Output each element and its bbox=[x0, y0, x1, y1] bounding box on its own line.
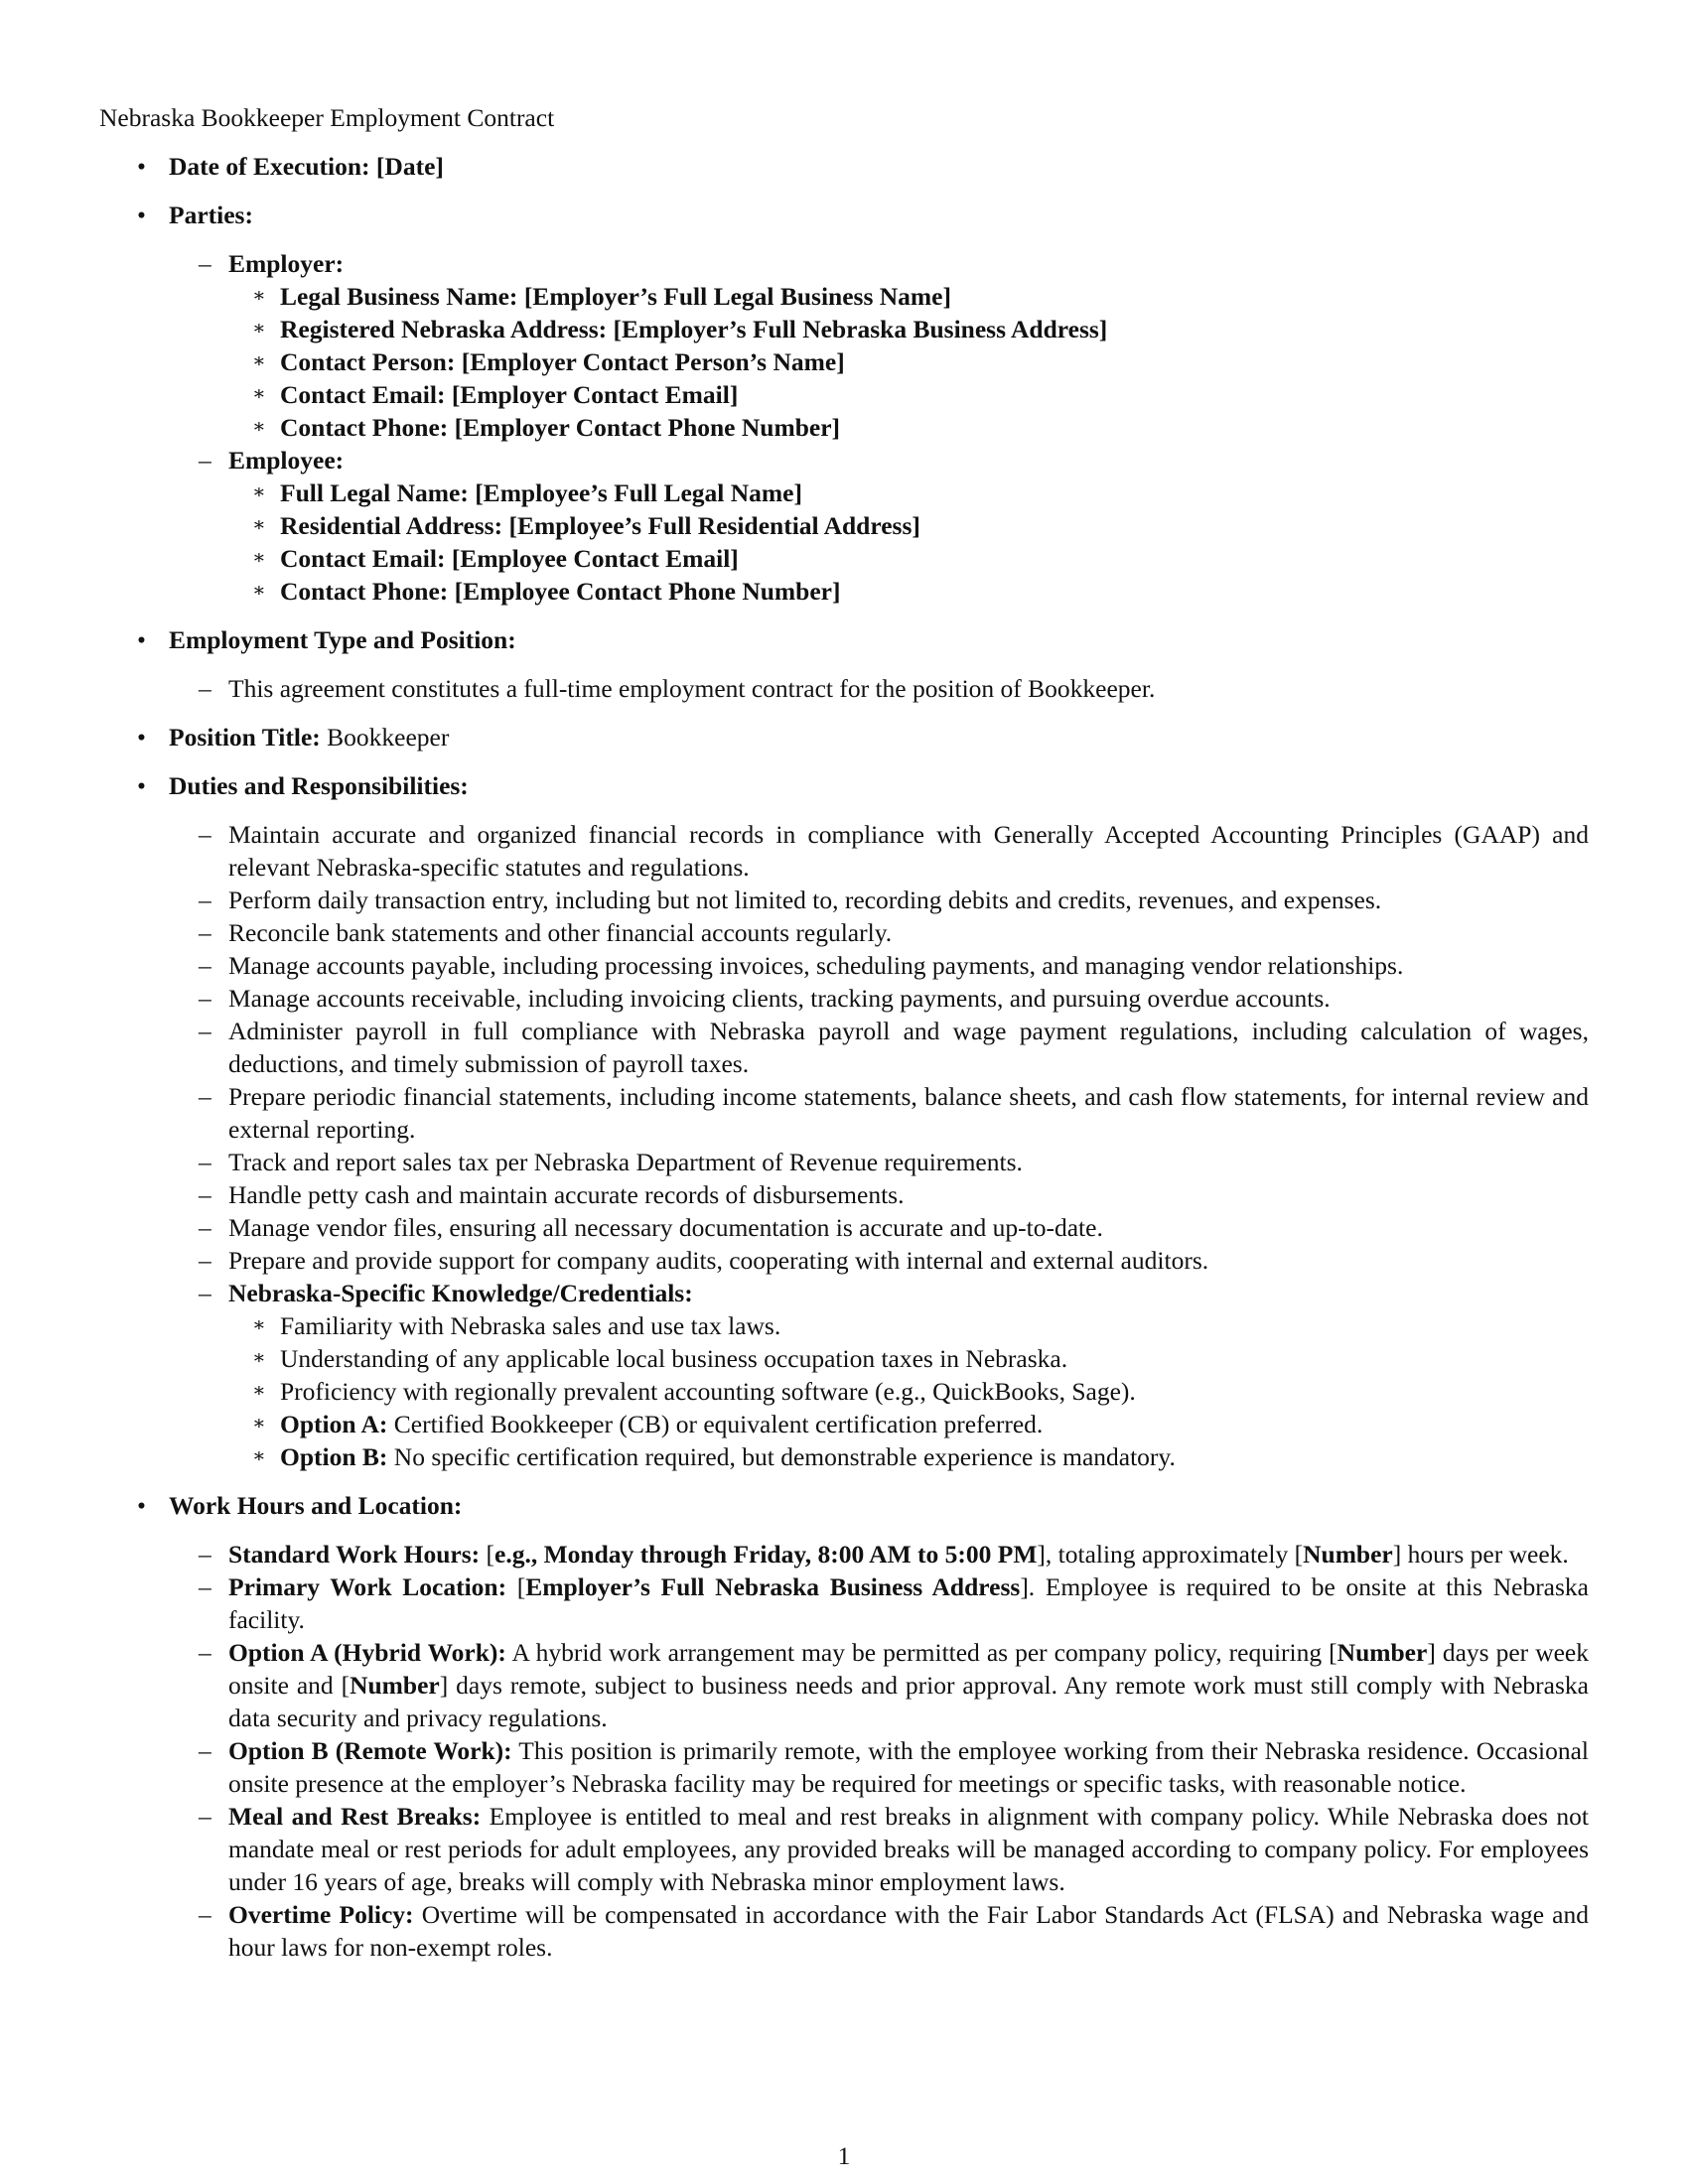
overtime-text: Overtime will be compensated in accordance with the Fair Labor Standards Act (FLSA) and Nebraska wage and hour laws for non-exempt roles. bbox=[228, 1900, 1589, 1962]
dash-marker: – bbox=[199, 1148, 211, 1176]
field-label: Residential Address: bbox=[280, 511, 503, 540]
parties-list bbox=[169, 247, 1589, 608]
option-b-label: Option B: bbox=[280, 1442, 388, 1471]
field-value: [Employee’s Full Residential Address] bbox=[508, 511, 920, 540]
option-a-text: Certified Bookkeeper (CB) or equivalent certification preferred. bbox=[393, 1410, 1044, 1438]
knowledge-list bbox=[228, 1309, 1589, 1473]
position-title-value: Bookkeeper bbox=[327, 723, 450, 751]
dash-marker: – bbox=[199, 951, 211, 980]
employee-field bbox=[99, 477, 1589, 509]
star-marker: ∗ bbox=[252, 350, 266, 372]
knowledge-label: Nebraska-Specific Knowledge/Credentials: bbox=[228, 1279, 693, 1307]
star-marker: ∗ bbox=[252, 1347, 266, 1369]
dash-marker: – bbox=[199, 820, 211, 849]
knowledge-text: Familiarity with Nebraska sales and use tax laws. bbox=[280, 1311, 781, 1340]
dash-marker: – bbox=[199, 674, 211, 703]
date-of-execution-item bbox=[99, 150, 1589, 183]
field-label: Legal Business Name: bbox=[280, 282, 518, 311]
employment-type-item bbox=[99, 623, 1589, 705]
remote-work-label: Option B (Remote Work): bbox=[228, 1736, 512, 1765]
field-label: Contact Person: bbox=[280, 347, 456, 376]
duty-item bbox=[99, 818, 1589, 884]
primary-location-open: [ bbox=[516, 1572, 526, 1601]
employment-type-text bbox=[99, 672, 1589, 705]
work-hours-item bbox=[99, 1489, 1589, 1964]
standard-hours-tail: ] hours per week. bbox=[1392, 1540, 1569, 1569]
credential-option-a bbox=[99, 1408, 1589, 1440]
knowledge-entry bbox=[99, 1309, 1589, 1342]
bullet-marker: • bbox=[137, 201, 146, 229]
star-marker: ∗ bbox=[252, 416, 266, 438]
primary-location-value: Employer’s Full Nebraska Business Address bbox=[525, 1572, 1021, 1601]
dash-marker: – bbox=[199, 984, 211, 1013]
duty-text: Track and report sales tax per Nebraska Department of Revenue requirements. bbox=[228, 1148, 1023, 1176]
dash-marker: – bbox=[199, 1572, 211, 1601]
overtime-item bbox=[99, 1898, 1589, 1964]
option-b-text: No specific certification required, but demonstrable experience is mandatory. bbox=[393, 1442, 1176, 1471]
star-marker: ∗ bbox=[252, 547, 266, 569]
hybrid-work-label: Option A (Hybrid Work): bbox=[228, 1638, 506, 1667]
hybrid-work-text-2: ] days per week onsite and [ bbox=[228, 1638, 1589, 1700]
employer-field bbox=[99, 345, 1589, 378]
field-value: [Employee’s Full Legal Name] bbox=[475, 478, 802, 507]
remote-work-item bbox=[99, 1734, 1589, 1800]
duty-item bbox=[99, 916, 1589, 949]
employee-item bbox=[99, 444, 1589, 608]
field-value: [Employer Contact Person’s Name] bbox=[461, 347, 845, 376]
field-label: Contact Email: bbox=[280, 380, 446, 409]
standard-hours-number: Number bbox=[1303, 1540, 1393, 1569]
duty-text: Reconcile bank statements and other financial accounts regularly. bbox=[228, 918, 893, 947]
employer-label: Employer: bbox=[228, 249, 345, 278]
duties-list bbox=[169, 818, 1589, 1473]
remote-work-text: This position is primarily remote, with the employee working from their Nebraska residence. Occasional onsite presence at the employer’s Nebraska facility may be required for meetings or specific tasks, with reasonable notice. bbox=[228, 1736, 1589, 1798]
employer-field bbox=[99, 313, 1589, 345]
duty-text: Perform daily transaction entry, including but not limited to, recording debits and credits, revenues, and expenses. bbox=[228, 886, 1382, 914]
employee-field bbox=[99, 509, 1589, 542]
duty-text: Handle petty cash and maintain accurate records of disbursements. bbox=[228, 1180, 905, 1209]
dash-marker: – bbox=[199, 1017, 211, 1045]
duties-item bbox=[99, 769, 1589, 1473]
bullet-marker: • bbox=[137, 152, 146, 181]
star-marker: ∗ bbox=[252, 1314, 266, 1336]
bullet-marker: • bbox=[137, 771, 146, 800]
credential-option-b bbox=[99, 1440, 1589, 1473]
duty-item bbox=[99, 949, 1589, 982]
knowledge-text: Proficiency with regionally prevalent accounting software (e.g., QuickBooks, Sage). bbox=[280, 1377, 1136, 1406]
dash-marker: – bbox=[199, 446, 211, 475]
contract-page bbox=[99, 101, 1589, 1979]
option-a-label: Option A: bbox=[280, 1410, 388, 1438]
employee-field bbox=[99, 542, 1589, 575]
employment-type-list bbox=[169, 672, 1589, 705]
employee-field bbox=[99, 575, 1589, 608]
star-marker: ∗ bbox=[252, 580, 266, 602]
duty-item bbox=[99, 1178, 1589, 1211]
employment-type-label: Employment Type and Position: bbox=[169, 625, 516, 654]
field-value: [Employer Contact Email] bbox=[451, 380, 739, 409]
dash-marker: – bbox=[199, 1736, 211, 1765]
standard-hours-open: [ bbox=[486, 1540, 495, 1569]
work-hours-label: Work Hours and Location: bbox=[169, 1491, 463, 1520]
dash-marker: – bbox=[199, 249, 211, 278]
star-marker: ∗ bbox=[252, 481, 266, 503]
dash-marker: – bbox=[199, 1900, 211, 1929]
dash-marker: – bbox=[199, 1802, 211, 1831]
bullet-marker: • bbox=[137, 625, 146, 654]
standard-hours-value: e.g., Monday through Friday, 8:00 AM to 5:00 PM bbox=[494, 1540, 1038, 1569]
duty-item bbox=[99, 1211, 1589, 1244]
dash-marker: – bbox=[199, 1638, 211, 1667]
document-title: Nebraska Bookkeeper Employment Contract bbox=[99, 103, 555, 132]
duty-item bbox=[99, 1080, 1589, 1146]
knowledge-entry bbox=[99, 1342, 1589, 1375]
duty-item bbox=[99, 1244, 1589, 1277]
hybrid-work-item bbox=[99, 1636, 1589, 1734]
duty-text: Manage accounts receivable, including invoicing clients, tracking payments, and pursuing overdue accounts. bbox=[228, 984, 1331, 1013]
duties-label: Duties and Responsibilities: bbox=[169, 771, 469, 800]
star-marker: ∗ bbox=[252, 1380, 266, 1402]
duty-text: Manage accounts payable, including processing invoices, scheduling payments, and managing vendor relationships. bbox=[228, 951, 1404, 980]
field-label: Contact Phone: bbox=[280, 577, 449, 606]
meal-breaks-item bbox=[99, 1800, 1589, 1898]
dash-marker: – bbox=[199, 1540, 211, 1569]
meal-breaks-label: Meal and Rest Breaks: bbox=[228, 1802, 482, 1831]
position-title-item bbox=[99, 721, 1589, 753]
star-marker: ∗ bbox=[252, 383, 266, 405]
field-label: Registered Nebraska Address: bbox=[280, 315, 608, 343]
primary-location-tail: ]. Employee is required to be onsite at this Nebraska facility. bbox=[228, 1572, 1589, 1634]
knowledge-text: Understanding of any applicable local business occupation taxes in Nebraska. bbox=[280, 1344, 1068, 1373]
page-number: 1 bbox=[837, 2141, 851, 2170]
employment-type-body: This agreement constitutes a full-time employment contract for the position of Bookkeeper. bbox=[228, 674, 1156, 703]
duty-item bbox=[99, 982, 1589, 1015]
hybrid-onsite-number: Number bbox=[1336, 1638, 1428, 1667]
field-value: [Employer’s Full Nebraska Business Address] bbox=[613, 315, 1108, 343]
field-value: [Employee Contact Phone Number] bbox=[454, 577, 841, 606]
duty-item bbox=[99, 1146, 1589, 1178]
star-marker: ∗ bbox=[252, 1413, 266, 1434]
star-marker: ∗ bbox=[252, 285, 266, 307]
standard-hours-item bbox=[99, 1538, 1589, 1570]
meal-breaks-text: Employee is entitled to meal and rest breaks in alignment with company policy. While Nebraska does not mandate meal or rest periods for adult employees, any provided breaks will be managed according to company policy. For employees under 16 years of age, breaks will comply with Nebraska minor employment laws. bbox=[228, 1802, 1589, 1896]
employer-item bbox=[99, 247, 1589, 444]
duty-item bbox=[99, 1015, 1589, 1080]
duty-text: Prepare and provide support for company audits, cooperating with internal and external auditors. bbox=[228, 1246, 1209, 1275]
field-value: [Employer’s Full Legal Business Name] bbox=[523, 282, 951, 311]
employer-field bbox=[99, 411, 1589, 444]
dash-marker: – bbox=[199, 1213, 211, 1242]
employee-fields bbox=[228, 477, 1589, 608]
star-marker: ∗ bbox=[252, 318, 266, 340]
parties-item bbox=[99, 199, 1589, 608]
employer-field bbox=[99, 378, 1589, 411]
dash-marker: – bbox=[199, 1279, 211, 1307]
parties-label: Parties: bbox=[169, 201, 253, 229]
duty-text: Maintain accurate and organized financial records in compliance with Generally Accepted Accounting Principles (GAAP) and relevant Nebraska-specific statutes and regulations. bbox=[228, 820, 1589, 882]
field-label: Full Legal Name: bbox=[280, 478, 469, 507]
standard-hours-label: Standard Work Hours: bbox=[228, 1540, 481, 1569]
duty-text: Administer payroll in full compliance with Nebraska payroll and wage payment regulations, including calculation of wages, deductions, and timely submission of payroll taxes. bbox=[228, 1017, 1589, 1078]
duty-text: Manage vendor files, ensuring all necessary documentation is accurate and up-to-date. bbox=[228, 1213, 1103, 1242]
employer-field bbox=[99, 280, 1589, 313]
date-label: Date of Execution: bbox=[169, 152, 370, 181]
field-label: Contact Email: bbox=[280, 544, 446, 573]
hybrid-remote-number: Number bbox=[350, 1671, 440, 1700]
hybrid-work-text-3: ] days remote, subject to business needs and prior approval. Any remote work must still comply with Nebraska data security and privacy regulations. bbox=[228, 1671, 1589, 1732]
dash-marker: – bbox=[199, 886, 211, 914]
star-marker: ∗ bbox=[252, 1445, 266, 1467]
star-marker: ∗ bbox=[252, 514, 266, 536]
duty-item bbox=[99, 884, 1589, 916]
employer-fields bbox=[228, 280, 1589, 444]
knowledge-entry bbox=[99, 1375, 1589, 1408]
primary-location-item bbox=[99, 1570, 1589, 1636]
employee-label: Employee: bbox=[228, 446, 345, 475]
date-value: [Date] bbox=[375, 152, 444, 181]
dash-marker: – bbox=[199, 1246, 211, 1275]
contract-sections bbox=[99, 150, 1589, 1964]
field-value: [Employer Contact Phone Number] bbox=[454, 413, 841, 442]
work-hours-list bbox=[169, 1538, 1589, 1964]
dash-marker: – bbox=[199, 918, 211, 947]
hybrid-work-text-1: A hybrid work arrangement may be permitted as per company policy, requiring [ bbox=[511, 1638, 1337, 1667]
dash-marker: – bbox=[199, 1180, 211, 1209]
field-value: [Employee Contact Email] bbox=[451, 544, 739, 573]
duty-text: Prepare periodic financial statements, including income statements, balance sheets, and cash flow statements, for internal review and external reporting. bbox=[228, 1082, 1589, 1144]
primary-location-label: Primary Work Location: bbox=[228, 1572, 507, 1601]
bullet-marker: • bbox=[137, 1491, 146, 1520]
overtime-label: Overtime Policy: bbox=[228, 1900, 414, 1929]
dash-marker: – bbox=[199, 1082, 211, 1111]
field-label: Contact Phone: bbox=[280, 413, 449, 442]
position-title-label: Position Title: bbox=[169, 723, 321, 751]
knowledge-item bbox=[99, 1277, 1589, 1473]
standard-hours-mid: ], totaling approximately [ bbox=[1037, 1540, 1304, 1569]
bullet-marker: • bbox=[137, 723, 146, 751]
